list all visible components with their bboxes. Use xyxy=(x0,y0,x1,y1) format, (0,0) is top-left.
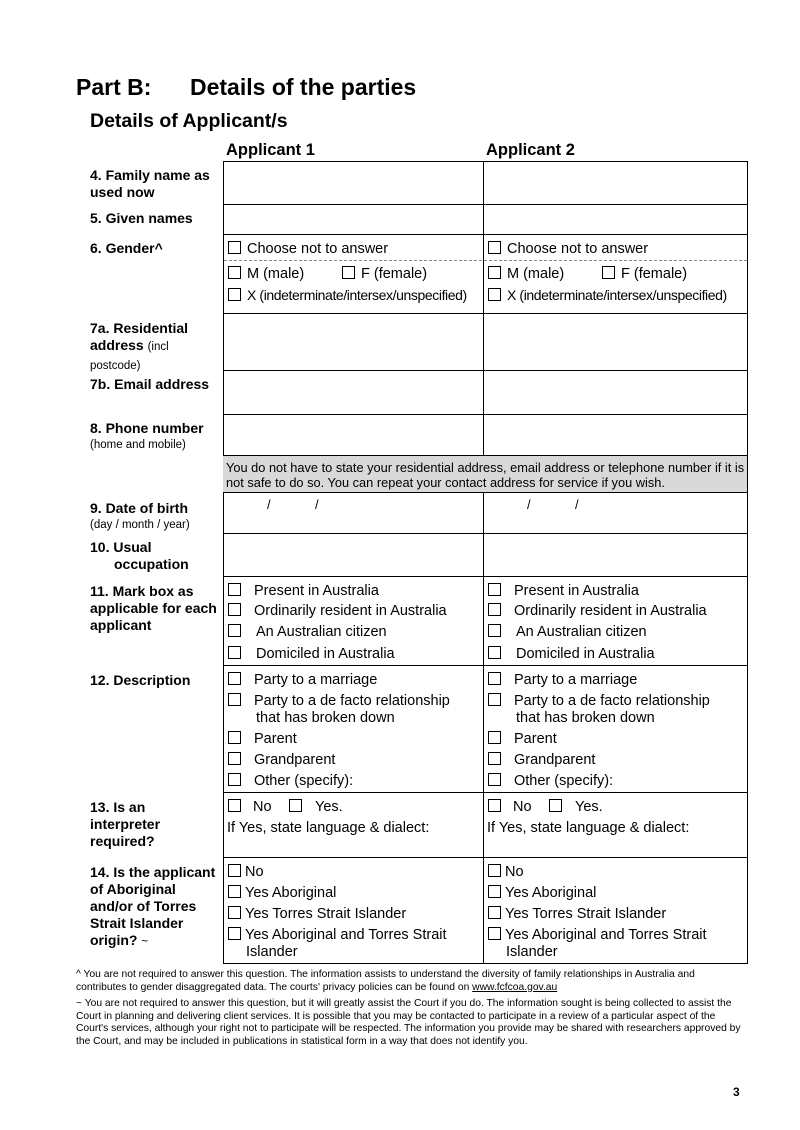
interpreter-language-prompt-applicant-2: If Yes, state language & dialect: xyxy=(487,820,690,836)
part-label: Part B: xyxy=(76,74,152,100)
gender-female-option-applicant-2[interactable]: F (female) xyxy=(602,266,687,283)
origin-both-option-applicant-1[interactable]: Yes Aboriginal and Torres Strait xyxy=(228,927,447,944)
page-number: 3 xyxy=(733,1085,740,1099)
other-option-applicant-2[interactable]: Other (specify): xyxy=(488,773,613,790)
interpreter-language-field-applicant-1[interactable] xyxy=(224,838,483,857)
checkbox[interactable] xyxy=(289,799,302,812)
present-in-australia-option-applicant-2[interactable]: Present in Australia xyxy=(488,583,639,600)
label-indigenous-origin: 14. Is the applicant of Aboriginal and/or of Torres Strait Islander origin? ~ xyxy=(90,864,216,948)
checkbox[interactable] xyxy=(342,266,355,279)
date-of-birth-field-applicant-1[interactable] xyxy=(224,493,483,533)
checkbox[interactable] xyxy=(228,241,241,254)
origin-both-continuation: Islander xyxy=(246,944,298,960)
grandparent-option-applicant-1[interactable]: Grandparent xyxy=(228,752,335,769)
label-given-names: 5. Given names xyxy=(90,210,193,226)
origin-tsi-option-applicant-2[interactable]: Yes Torres Strait Islander xyxy=(488,906,666,923)
domiciled-option-applicant-1[interactable]: Domiciled in Australia xyxy=(228,646,395,663)
dob-separator: / xyxy=(315,497,319,512)
checkbox[interactable] xyxy=(488,885,501,898)
checkbox[interactable] xyxy=(488,752,501,765)
australian-citizen-option-applicant-2[interactable]: An Australian citizen xyxy=(488,624,647,641)
checkbox[interactable] xyxy=(228,672,241,685)
label-residential-address: 7a. Residential address (incl postcode) xyxy=(90,320,189,372)
interpreter-yes-option-applicant-2[interactable]: Yes. xyxy=(549,799,603,816)
family-name-field-applicant-1[interactable] xyxy=(224,162,483,204)
email-field-applicant-2[interactable] xyxy=(484,371,747,414)
checkbox[interactable] xyxy=(488,864,501,877)
checkbox[interactable] xyxy=(549,799,562,812)
checkbox[interactable] xyxy=(228,646,241,659)
origin-no-option-applicant-2[interactable]: No xyxy=(488,864,524,881)
defacto-continuation-text: that has broken down xyxy=(256,710,395,726)
gender-choose-not-option-applicant-1[interactable]: Choose not to answer xyxy=(228,241,388,258)
column-header-applicant-1: Applicant 1 xyxy=(226,141,315,159)
checkbox[interactable] xyxy=(488,799,501,812)
given-names-field-applicant-2[interactable] xyxy=(484,205,747,234)
footnote-origin: ~ You are not required to answer this question, but it will greatly assist the Court if you do. The information sought is being collected to assist the Court in planning and delivering client services. It is possible that you may be contacted to participate in a review of a particular aspect of the Court's services, although your right not to participate will be respected. The information you provide may be shared with researchers approved by the Court, and may be included in publications in statistical form in a way that does not identify you. xyxy=(76,998,741,1047)
party-to-marriage-option-applicant-1[interactable]: Party to a marriage xyxy=(228,672,377,689)
checkbox[interactable] xyxy=(488,693,501,706)
checkbox[interactable] xyxy=(228,864,241,877)
checkbox[interactable] xyxy=(228,799,241,812)
checkbox[interactable] xyxy=(488,241,501,254)
interpreter-no-option-applicant-2[interactable]: No xyxy=(488,799,532,816)
checkbox[interactable] xyxy=(488,731,501,744)
label-gender: 6. Gender^ xyxy=(90,240,163,256)
checkbox[interactable] xyxy=(228,927,241,940)
interpreter-language-field-applicant-2[interactable] xyxy=(484,838,747,857)
parent-option-applicant-1[interactable]: Parent xyxy=(228,731,297,748)
date-of-birth-field-applicant-2[interactable] xyxy=(484,493,747,533)
occupation-field-applicant-2[interactable] xyxy=(484,534,747,576)
residential-address-field-applicant-2[interactable] xyxy=(484,314,747,370)
origin-both-continuation: Islander xyxy=(506,944,558,960)
label-phone-number: 8. Phone number (home and mobile) xyxy=(90,420,204,451)
checkbox[interactable] xyxy=(228,583,241,596)
checkbox[interactable] xyxy=(488,672,501,685)
part-title: Details of the parties xyxy=(190,74,417,100)
checkbox[interactable] xyxy=(488,646,501,659)
dob-separator: / xyxy=(575,497,579,512)
origin-both-option-applicant-2[interactable]: Yes Aboriginal and Torres Strait xyxy=(488,927,707,944)
party-to-marriage-option-applicant-2[interactable]: Party to a marriage xyxy=(488,672,637,689)
domiciled-option-applicant-2[interactable]: Domiciled in Australia xyxy=(488,646,655,663)
occupation-field-applicant-1[interactable] xyxy=(224,534,483,576)
safety-notice: You do not have to state your residential address, email address or telephone number if it is not safe to do so. You can repeat your contact address for service if you wish. xyxy=(226,460,745,490)
section-subheading: Details of Applicant/s xyxy=(90,110,288,132)
origin-no-option-applicant-1[interactable]: No xyxy=(228,864,264,881)
dob-separator: / xyxy=(527,497,531,512)
party-to-defacto-option-applicant-1[interactable]: Party to a de facto relationship xyxy=(228,693,450,710)
gender-female-option-applicant-1[interactable]: F (female) xyxy=(342,266,427,283)
checkbox[interactable] xyxy=(488,288,501,301)
ordinarily-resident-option-applicant-2[interactable]: Ordinarily resident in Australia xyxy=(488,603,707,620)
origin-aboriginal-option-applicant-2[interactable]: Yes Aboriginal xyxy=(488,885,596,902)
checkbox[interactable] xyxy=(228,693,241,706)
interpreter-language-prompt-applicant-1: If Yes, state language & dialect: xyxy=(227,820,430,836)
email-field-applicant-1[interactable] xyxy=(224,371,483,414)
checkbox[interactable] xyxy=(602,266,615,279)
present-in-australia-option-applicant-1[interactable]: Present in Australia xyxy=(228,583,379,600)
origin-tsi-option-applicant-1[interactable]: Yes Torres Strait Islander xyxy=(228,906,406,923)
interpreter-yes-option-applicant-1[interactable]: Yes. xyxy=(289,799,343,816)
checkbox[interactable] xyxy=(488,906,501,919)
checkbox[interactable] xyxy=(228,603,241,616)
parent-option-applicant-2[interactable]: Parent xyxy=(488,731,557,748)
label-family-name: 4. Family name as used now xyxy=(90,167,210,200)
gender-x-option-applicant-1[interactable]: X (indeterminate/intersex/unspecified) xyxy=(228,287,467,304)
column-header-applicant-2: Applicant 2 xyxy=(486,141,575,159)
checkbox[interactable] xyxy=(488,266,501,279)
gender-choose-not-option-applicant-2[interactable]: Choose not to answer xyxy=(488,241,648,258)
label-interpreter: 13. Is an interpreter required? xyxy=(90,799,161,849)
checkbox[interactable] xyxy=(488,603,501,616)
label-date-of-birth: 9. Date of birth (day / month / year) xyxy=(90,500,190,531)
residential-address-field-applicant-1[interactable] xyxy=(224,314,483,370)
checkbox[interactable] xyxy=(488,773,501,786)
checkbox[interactable] xyxy=(228,885,241,898)
grandparent-option-applicant-2[interactable]: Grandparent xyxy=(488,752,595,769)
checkbox[interactable] xyxy=(228,752,241,765)
other-option-applicant-1[interactable]: Other (specify): xyxy=(228,773,353,790)
gender-male-option-applicant-2[interactable]: M (male) xyxy=(488,266,564,283)
label-description: 12. Description xyxy=(90,672,191,688)
defacto-continuation-text: that has broken down xyxy=(516,710,655,726)
label-usual-occupation: 10. Usual occupation xyxy=(90,539,189,572)
footnote-gender: ^ You are not required to answer this question. The information assists to understand the diversity of family relationships in Australia and contributes to gender disaggregated data. The courts' privacy policies can be found on www.fcfcoa.gov.au xyxy=(76,969,695,993)
party-to-defacto-option-applicant-2[interactable]: Party to a de facto relationship xyxy=(488,693,710,710)
phone-field-applicant-1[interactable] xyxy=(224,415,483,455)
ordinarily-resident-option-applicant-1[interactable]: Ordinarily resident in Australia xyxy=(228,603,447,620)
checkbox[interactable] xyxy=(488,624,501,637)
gender-male-option-applicant-1[interactable]: M (male) xyxy=(228,266,304,283)
label-email-address: 7b. Email address xyxy=(90,376,210,392)
checkbox[interactable] xyxy=(228,266,241,279)
interpreter-no-option-applicant-1[interactable]: No xyxy=(228,799,272,816)
origin-aboriginal-option-applicant-1[interactable]: Yes Aboriginal xyxy=(228,885,336,902)
checkbox[interactable] xyxy=(228,731,241,744)
checkbox[interactable] xyxy=(228,288,241,301)
label-mark-box: 11. Mark box as applicable for each applicant xyxy=(90,583,217,633)
privacy-policy-link[interactable]: www.fcfcoa.gov.au xyxy=(472,981,558,993)
family-name-field-applicant-2[interactable] xyxy=(484,162,747,204)
checkbox[interactable] xyxy=(488,927,501,940)
part-heading xyxy=(76,74,416,101)
gender-x-option-applicant-2[interactable]: X (indeterminate/intersex/unspecified) xyxy=(488,287,727,304)
dob-separator: / xyxy=(267,497,271,512)
checkbox[interactable] xyxy=(228,773,241,786)
checkbox[interactable] xyxy=(488,583,501,596)
given-names-field-applicant-1[interactable] xyxy=(224,205,483,234)
checkbox[interactable] xyxy=(228,624,241,637)
australian-citizen-option-applicant-1[interactable]: An Australian citizen xyxy=(228,624,387,641)
checkbox[interactable] xyxy=(228,906,241,919)
phone-field-applicant-2[interactable] xyxy=(484,415,747,455)
